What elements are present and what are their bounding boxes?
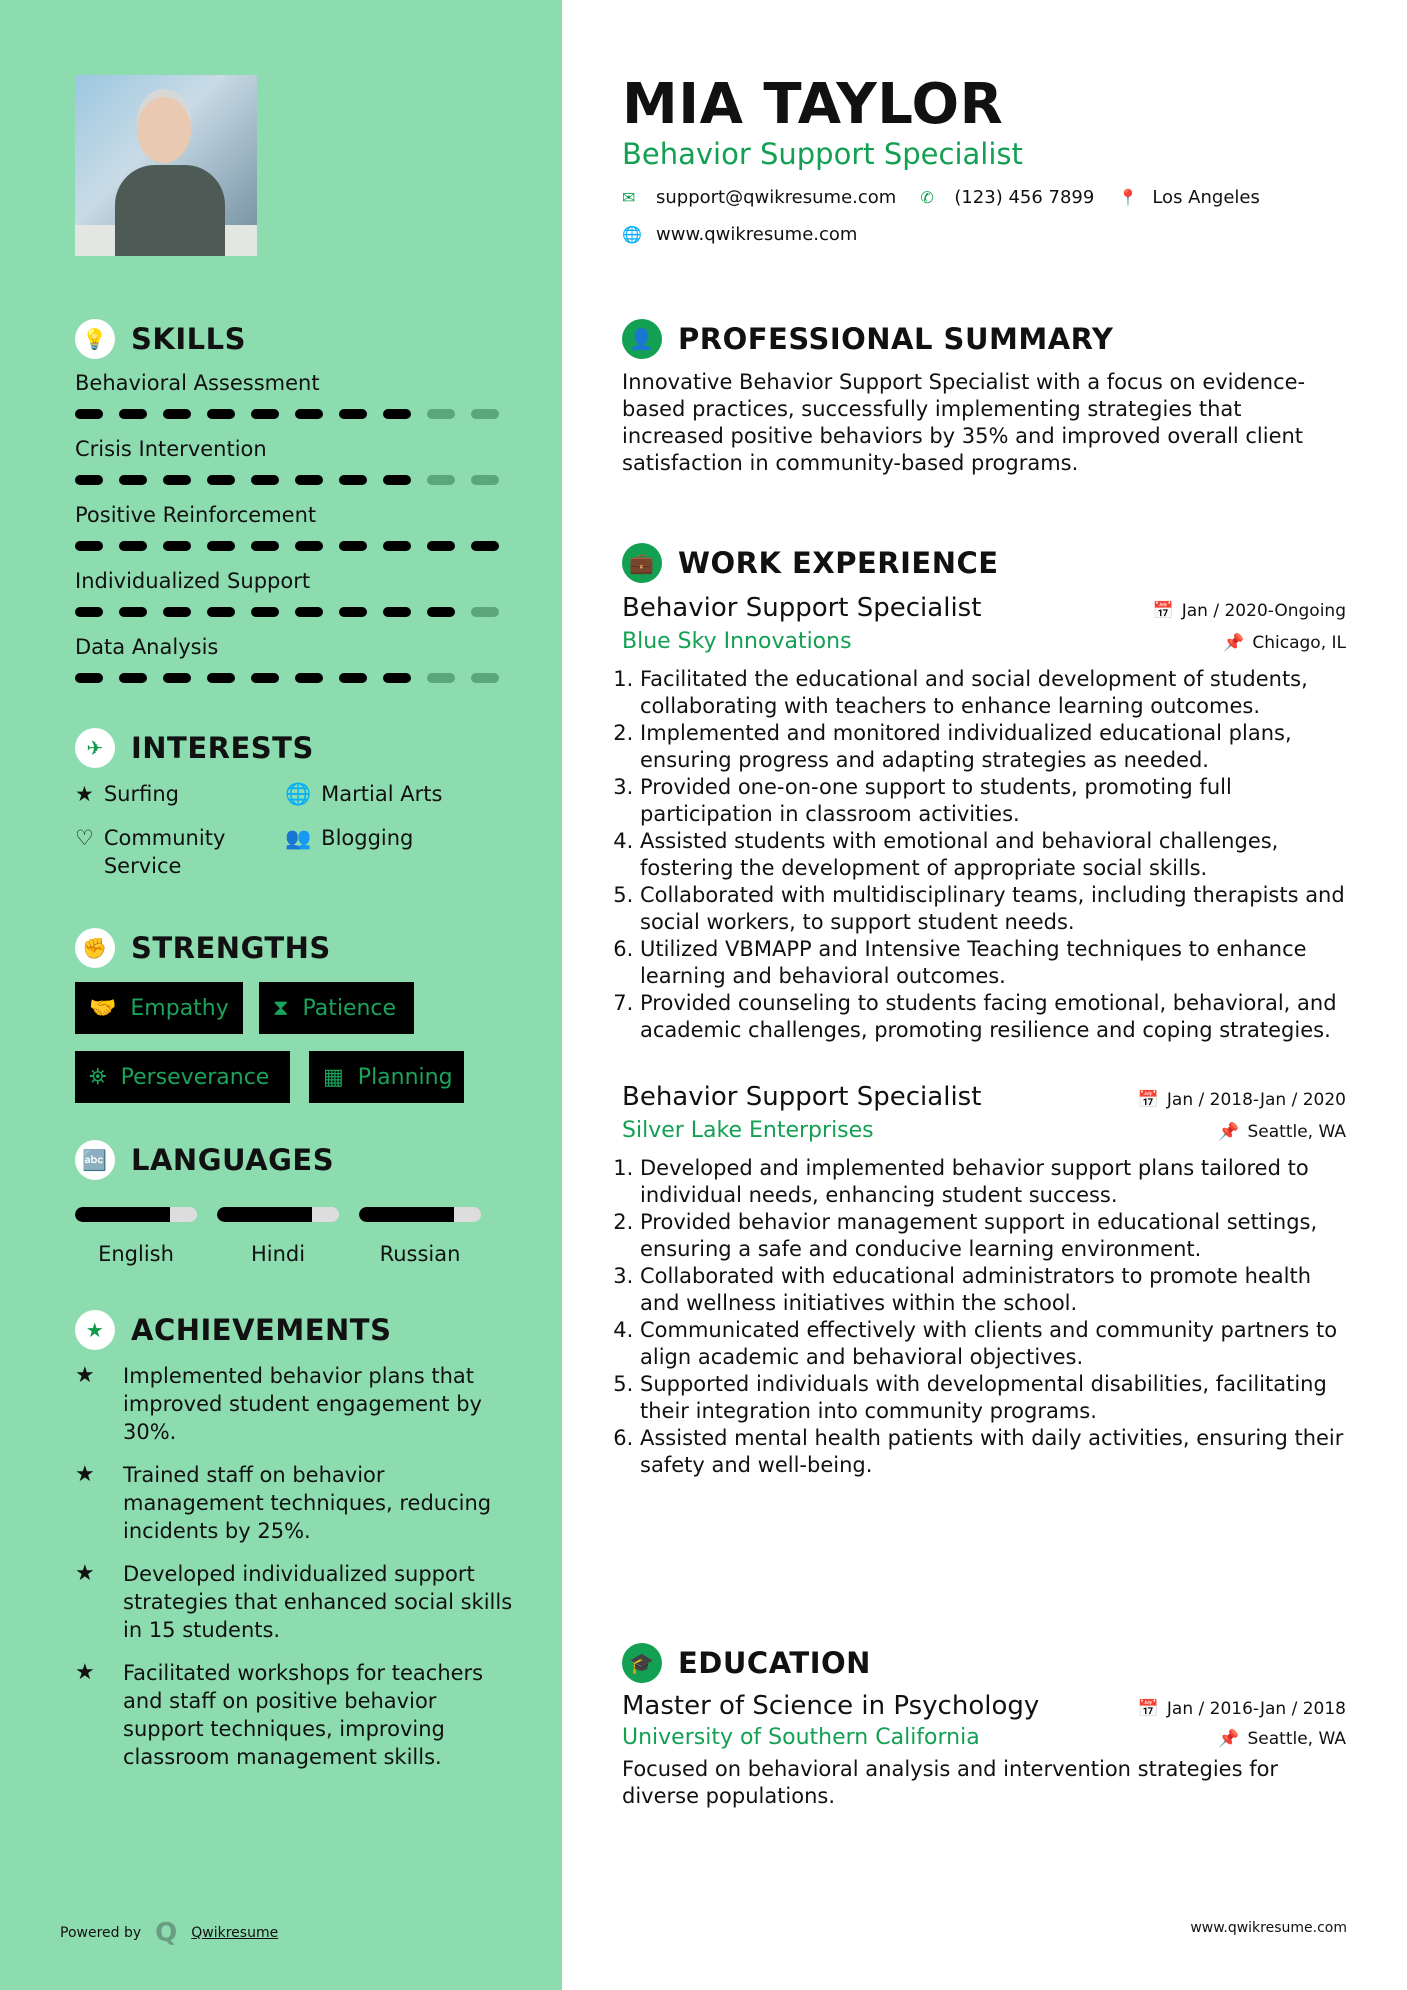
skill-item bbox=[75, 437, 515, 503]
interest-item: 👥 Blogging bbox=[285, 824, 485, 880]
strength-tag: 🤝 Empathy bbox=[75, 982, 243, 1034]
skill-item bbox=[75, 569, 515, 635]
skill-dash bbox=[295, 607, 323, 617]
skills-heading: SKILLS bbox=[131, 322, 246, 356]
skill-item bbox=[75, 635, 515, 701]
skill-dash bbox=[251, 607, 279, 617]
skill-dash bbox=[471, 409, 499, 419]
job-bullet: 7. Provided counseling to students facing emotional, behavioral, and academic challenges, promoting resilience and coping strategies. bbox=[640, 990, 1346, 1044]
skill-label: Individualized Support bbox=[75, 569, 311, 593]
skill-label: Crisis Intervention bbox=[75, 437, 267, 461]
candidate-name: MIA TAYLOR bbox=[622, 72, 1004, 137]
skill-dash bbox=[75, 409, 103, 419]
job-bullet: 2. Implemented and monitored individualized educational plans, ensuring progress and adapting strategies as needed. bbox=[640, 720, 1346, 774]
interest-item: 🌐 Martial Arts bbox=[285, 782, 443, 806]
company: Blue Sky Innovations bbox=[622, 629, 852, 654]
skill-dash bbox=[251, 541, 279, 551]
skill-dash bbox=[383, 607, 411, 617]
email-icon: ✉ bbox=[622, 188, 636, 207]
skill-dash bbox=[427, 409, 455, 419]
location-pin-icon: 📍 bbox=[1118, 188, 1139, 207]
star-badge-icon: ★ bbox=[75, 1310, 115, 1350]
skill-dash bbox=[339, 673, 367, 683]
graduation-icon: 🎓 bbox=[622, 1643, 662, 1683]
candidate-title: Behavior Support Specialist bbox=[622, 137, 1023, 171]
skill-dash bbox=[75, 607, 103, 617]
skill-dash bbox=[163, 541, 191, 551]
job-bullet: 1. Facilitated the educational and social development of students, collaborating with teachers to enhance learning outcomes. bbox=[640, 666, 1346, 720]
paper-plane-icon: ✈ bbox=[75, 728, 115, 768]
skill-level bbox=[75, 473, 515, 503]
skill-dash bbox=[251, 673, 279, 683]
job-bullet: 3. Collaborated with educational administrators to promote health and wellness initiatives within the school. bbox=[640, 1263, 1346, 1317]
achievements-section bbox=[75, 1310, 515, 1786]
strengths-section bbox=[75, 928, 331, 968]
profile-photo bbox=[75, 75, 257, 256]
skill-dash bbox=[119, 475, 147, 485]
skill-dash bbox=[339, 475, 367, 485]
achievement-item: ★ Implemented behavior plans that improved student engagement by 30%. bbox=[75, 1363, 482, 1444]
skill-dash bbox=[75, 541, 103, 551]
skill-dash bbox=[163, 607, 191, 617]
skill-level bbox=[75, 671, 515, 701]
pin-icon: 📌 bbox=[1223, 633, 1245, 653]
job-bullet: 4. Communicated effectively with clients and community partners to align academic and behavioral objectives. bbox=[640, 1317, 1346, 1371]
job-title: Behavior Support Specialist bbox=[622, 593, 982, 623]
fist-icon: ✊ bbox=[75, 928, 115, 968]
powered-by: Powered by Q Qwikresume bbox=[60, 1918, 279, 1948]
school: University of Southern California bbox=[622, 1725, 980, 1750]
star-icon: ★ bbox=[75, 782, 94, 806]
summary-heading: PROFESSIONAL SUMMARY bbox=[678, 322, 1114, 356]
skill-dash bbox=[207, 607, 235, 617]
interests-heading: INTERESTS bbox=[131, 731, 314, 765]
skill-dash bbox=[427, 673, 455, 683]
binoculars-icon: ⛯ bbox=[89, 1064, 107, 1090]
skill-dash bbox=[295, 541, 323, 551]
language-level-bar bbox=[75, 1207, 197, 1222]
language-level-bar bbox=[217, 1207, 339, 1222]
pin-icon: 📌 bbox=[1218, 1122, 1240, 1142]
skill-dash bbox=[163, 409, 191, 419]
language-label: Russian bbox=[379, 1242, 461, 1266]
skill-dash bbox=[251, 409, 279, 419]
sidebar bbox=[0, 0, 562, 1990]
strength-tag: ⛯ Perseverance bbox=[75, 1051, 290, 1103]
globe-icon: 🌐 bbox=[622, 225, 642, 244]
skill-level bbox=[75, 407, 515, 437]
skill-dash bbox=[383, 673, 411, 683]
job-bullet: 5. Collaborated with multidisciplinary teams, including therapists and social workers, to support student needs. bbox=[640, 882, 1346, 936]
interest-item: ♡ Community Service bbox=[75, 826, 226, 878]
calendar-icon: 📅 bbox=[1137, 1090, 1159, 1110]
languages-heading: LANGUAGES bbox=[131, 1143, 335, 1177]
strength-tag: ▦ Planning bbox=[309, 1051, 464, 1103]
summary-section bbox=[622, 319, 1346, 477]
skill-item bbox=[75, 503, 515, 569]
skill-label: Data Analysis bbox=[75, 635, 219, 659]
skills-section bbox=[75, 319, 515, 701]
skill-dash bbox=[383, 409, 411, 419]
skill-dash bbox=[427, 541, 455, 551]
skill-dash bbox=[163, 673, 191, 683]
skill-dash bbox=[295, 673, 323, 683]
job-title: Behavior Support Specialist bbox=[622, 1082, 982, 1112]
company: Silver Lake Enterprises bbox=[622, 1118, 874, 1143]
skill-level bbox=[75, 605, 515, 635]
skill-dash bbox=[119, 673, 147, 683]
footer-website[interactable]: www.qwikresume.com bbox=[1190, 1920, 1347, 1936]
handshake-icon: 🤝 bbox=[89, 995, 117, 1021]
job-bullet: 4. Assisted students with emotional and behavioral challenges, fostering the development of appropriate social skills. bbox=[640, 828, 1346, 882]
phone-icon: ✆ bbox=[920, 188, 934, 207]
website[interactable]: www.qwikresume.com bbox=[656, 224, 858, 245]
interest-item: ★ Surfing bbox=[75, 782, 179, 806]
skill-dash bbox=[471, 475, 499, 485]
star-icon: ★ bbox=[75, 1462, 95, 1487]
job-bullet: 6. Assisted mental health patients with daily activities, ensuring their safety and well-being. bbox=[640, 1425, 1346, 1479]
location: Los Angeles bbox=[1152, 187, 1260, 208]
lightbulb-icon: 💡 bbox=[75, 319, 115, 359]
skill-dash bbox=[427, 607, 455, 617]
skill-dash bbox=[75, 673, 103, 683]
language-label: Hindi bbox=[250, 1242, 306, 1266]
handshake-icon: ♡ bbox=[75, 826, 94, 850]
briefcase-icon: 💼 bbox=[622, 543, 662, 583]
skill-dash bbox=[207, 541, 235, 551]
job-bullet: 2. Provided behavior management support in educational settings, ensuring a safe and conducive learning environment. bbox=[640, 1209, 1346, 1263]
skill-dash bbox=[339, 409, 367, 419]
job-entry: Behavior Support Specialist 📅 Jan / 2020-Ongoing Blue Sky Innovations 📌 Chicago, IL 1. Facilitated the educational and social development of students, collaborating with teachers to enhance learning outcomes. 2. Implemented and monitored individualized educational plans, ensuring progress and adapting strategies as needed. 3. Provided one-on-one support to students, promoting full participation in classroom activities. 4. Assisted students with emotional and behavioral challenges, fostering the development of appropriate social skills. 5. Collaborated with multidisciplinary teams, including therapists and social workers, to support student needs. 6. Utilized VBMAPP and Intensive Teaching techniques to enhance learning and behavioral outcomes. 7. Provided counseling to students facing emotional, behavioral, and academic challenges, promoting resilience and coping strategies. bbox=[622, 593, 1346, 1044]
skill-dash bbox=[471, 541, 499, 551]
job-bullet: 5. Supported individuals with developmental disabilities, facilitating their integration into community programs. bbox=[640, 1371, 1346, 1425]
summary-text: Innovative Behavior Support Specialist with a focus on evidence-based practices, successfully implementing strategies that increased positive behaviors by 35% and improved overall client satisfaction in community-based programs. bbox=[622, 370, 1306, 475]
skill-dash bbox=[207, 673, 235, 683]
achievement-item: ★ Trained staff on behavior management techniques, reducing incidents by 25%. bbox=[75, 1462, 492, 1543]
experience-section bbox=[622, 543, 1346, 1517]
achievement-item: ★ Facilitated workshops for teachers and staff on positive behavior support techniques, improving classroom management skills. bbox=[75, 1660, 484, 1769]
education-text: Focused on behavioral analysis and intervention strategies for diverse populations. bbox=[622, 1757, 1279, 1808]
skill-dash bbox=[471, 673, 499, 683]
globe-icon: 🌐 bbox=[285, 782, 312, 806]
skill-dash bbox=[163, 475, 191, 485]
language-item bbox=[217, 1207, 339, 1266]
star-icon: ★ bbox=[75, 1561, 95, 1586]
skill-dash bbox=[339, 541, 367, 551]
experience-heading: WORK EXPERIENCE bbox=[678, 546, 999, 580]
translate-icon: 🔤 bbox=[75, 1140, 115, 1180]
skill-label: Positive Reinforcement bbox=[75, 503, 317, 527]
calendar-icon: 📅 bbox=[1137, 1699, 1159, 1719]
skill-label: Behavioral Assessment bbox=[75, 371, 320, 395]
skill-level bbox=[75, 539, 515, 569]
star-icon: ★ bbox=[75, 1660, 95, 1685]
education-heading: EDUCATION bbox=[678, 1646, 871, 1680]
skill-dash bbox=[471, 607, 499, 617]
strengths-heading: STRENGTHS bbox=[131, 931, 331, 965]
skill-dash bbox=[383, 475, 411, 485]
language-item bbox=[75, 1207, 197, 1266]
language-level-bar bbox=[359, 1207, 481, 1222]
skill-dash bbox=[251, 475, 279, 485]
user-icon: 👤 bbox=[622, 319, 662, 359]
job-bullet: 1. Developed and implemented behavior support plans tailored to individual needs, enhancing student success. bbox=[640, 1155, 1346, 1209]
hourglass-icon: ⧗ bbox=[273, 995, 289, 1021]
star-icon: ★ bbox=[75, 1363, 95, 1388]
job-bullet: 3. Provided one-on-one support to students, promoting full participation in classroom activities. bbox=[640, 774, 1346, 828]
skill-dash bbox=[339, 607, 367, 617]
language-item bbox=[359, 1207, 481, 1266]
users-icon: 👥 bbox=[285, 826, 312, 850]
strength-tag: ⧗ Patience bbox=[259, 982, 414, 1034]
skill-item bbox=[75, 371, 515, 437]
skill-dash bbox=[119, 409, 147, 419]
skill-dash bbox=[75, 475, 103, 485]
interests-section bbox=[75, 728, 535, 880]
qwikresume-link[interactable]: Qwikresume bbox=[191, 1925, 279, 1941]
skill-dash bbox=[207, 409, 235, 419]
achievement-item: ★ Developed individualized support strategies that enhanced social skills in 15 students. bbox=[75, 1561, 513, 1642]
skill-dash bbox=[427, 475, 455, 485]
pin-icon: 📌 bbox=[1218, 1729, 1240, 1749]
skill-dash bbox=[119, 541, 147, 551]
language-label: English bbox=[98, 1242, 174, 1266]
calendar-icon: 📅 bbox=[1152, 601, 1174, 621]
degree: Master of Science in Psychology bbox=[622, 1691, 1040, 1721]
education-section: 🎓 EDUCATION Master of Science in Psychology 📅 Jan / 2016-Jan / 2018 University of Southern California 📌 Seattle, WA Focused on behavioral analysis and intervention strategies for diverse populations. bbox=[622, 1643, 1346, 1810]
skill-dash bbox=[119, 607, 147, 617]
languages-section bbox=[75, 1140, 334, 1180]
qwikresume-logo-icon: Q bbox=[155, 1918, 178, 1948]
header bbox=[622, 72, 1346, 245]
email[interactable]: support@qwikresume.com bbox=[656, 187, 897, 208]
job-bullet: 6. Utilized VBMAPP and Intensive Teaching techniques to enhance learning and behavioral outcomes. bbox=[640, 936, 1346, 990]
skill-dash bbox=[207, 475, 235, 485]
phone: (123) 456 7899 bbox=[954, 187, 1095, 208]
calendar-icon: ▦ bbox=[323, 1064, 344, 1090]
skill-dash bbox=[295, 409, 323, 419]
achievements-heading: ACHIEVEMENTS bbox=[131, 1313, 392, 1347]
skill-dash bbox=[383, 541, 411, 551]
job-entry: Behavior Support Specialist 📅 Jan / 2018-Jan / 2020 Silver Lake Enterprises 📌 Seattle, WA 1. Developed and implemented behavior support plans tailored to individual needs, enhancing student success. 2. Provided behavior management support in educational settings, ensuring a safe and conducive learning environment. 3. Collaborated with educational administrators to promote health and wellness initiatives within the school. 4. Communicated effectively with clients and community partners to align academic and behavioral objectives. 5. Supported individuals with developmental disabilities, facilitating their integration into community programs. 6. Assisted mental health patients with daily activities, ensuring their safety and well-being. bbox=[622, 1082, 1346, 1479]
skill-dash bbox=[295, 475, 323, 485]
